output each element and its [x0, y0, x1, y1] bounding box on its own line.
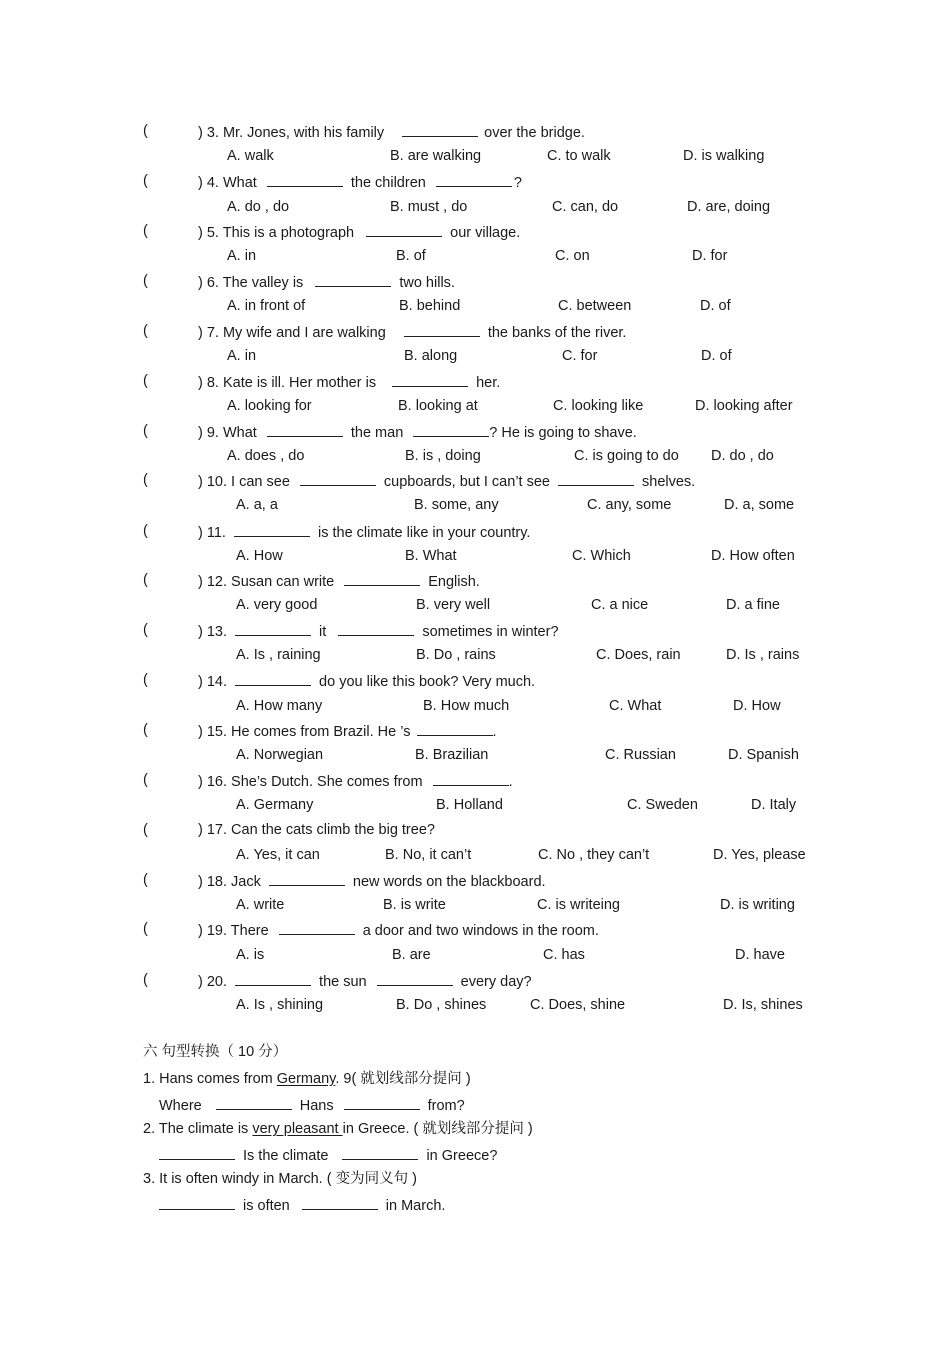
option-a[interactable]: A. walk: [227, 148, 274, 164]
option-b[interactable]: B. some, any: [414, 497, 499, 513]
option-c[interactable]: C. Does, rain: [596, 647, 681, 663]
option-a[interactable]: A. How many: [236, 698, 323, 714]
option-d[interactable]: D. a fine: [726, 597, 780, 613]
option-c[interactable]: C. any, some: [587, 497, 672, 513]
option-a[interactable]: A. write: [236, 897, 285, 913]
option-c[interactable]: C. has: [543, 947, 585, 963]
answer-blank[interactable]: [302, 1195, 378, 1210]
option-d[interactable]: D. Yes, please: [713, 847, 806, 863]
question-11: ) 11. is the climate like in your country.: [198, 522, 530, 542]
paren: (: [143, 822, 148, 838]
question-7: ) 7. My wife and I are walking the banks of the river.: [198, 322, 626, 342]
option-d[interactable]: D. How often: [711, 548, 795, 564]
option-c[interactable]: C. Does, shine: [530, 997, 626, 1013]
answer-blank[interactable]: [235, 971, 311, 986]
paren: (: [143, 373, 148, 389]
question-4: ) 4. What the children ?: [198, 172, 522, 192]
option-c[interactable]: C. Which: [572, 548, 631, 564]
option-d[interactable]: D. Is, shines: [723, 997, 803, 1013]
option-b[interactable]: B. behind: [399, 298, 461, 314]
option-a[interactable]: A. How: [236, 548, 283, 564]
option-b[interactable]: B. along: [404, 348, 458, 364]
option-d[interactable]: D. Spanish: [728, 747, 799, 763]
answer-blank[interactable]: [300, 471, 376, 486]
answer-blank[interactable]: [235, 621, 311, 636]
answer-blank[interactable]: [342, 1145, 418, 1160]
question-19: ) 19. There a door and two windows in the room.: [198, 920, 599, 940]
answer-blank[interactable]: [344, 571, 420, 586]
transform-answer-3: is often in March.: [159, 1195, 445, 1215]
answer-blank[interactable]: [366, 222, 442, 237]
question-18: ) 18. Jack new words on the blackboard.: [198, 871, 546, 891]
answer-blank[interactable]: [279, 920, 355, 935]
answer-blank[interactable]: [377, 971, 453, 986]
answer-blank[interactable]: [235, 671, 311, 686]
option-c[interactable]: C. No , they can’t: [538, 847, 650, 863]
option-c[interactable]: C. looking like: [553, 398, 644, 414]
answer-blank[interactable]: [267, 172, 343, 187]
option-c[interactable]: C. Russian: [605, 747, 676, 763]
paren: (: [143, 972, 148, 988]
answer-blank[interactable]: [404, 322, 480, 337]
option-b[interactable]: B. are: [392, 947, 431, 963]
option-c[interactable]: C. a nice: [591, 597, 649, 613]
option-d[interactable]: D. looking after: [695, 398, 793, 414]
option-d[interactable]: D. a, some: [724, 497, 795, 513]
option-d[interactable]: D. for: [692, 248, 728, 264]
paren: (: [143, 572, 148, 588]
option-a[interactable]: A. Norwegian: [236, 747, 324, 763]
transform-item-3: 3. It is often windy in March. ( 变为同义句 ): [143, 1171, 417, 1187]
option-d[interactable]: D. How: [733, 698, 781, 714]
option-d[interactable]: D. Italy: [751, 797, 797, 813]
option-b[interactable]: B. What: [405, 548, 457, 564]
transform-answer-2: Is the climate in Greece?: [159, 1145, 497, 1165]
option-b[interactable]: B. Brazilian: [415, 747, 489, 763]
option-c[interactable]: C. on: [555, 248, 590, 264]
option-a[interactable]: A. a, a: [236, 497, 278, 513]
option-c[interactable]: C. is going to do: [574, 448, 679, 464]
transform-item-1: 1. Hans comes from Germany. 9( 就划线部分提问 ): [143, 1071, 471, 1087]
question-13: ) 13. it sometimes in winter?: [198, 621, 559, 641]
option-a[interactable]: A. very good: [236, 597, 318, 613]
section-title: 六 句型转换（ 10 分）: [143, 1044, 288, 1060]
answer-blank[interactable]: [338, 621, 414, 636]
option-a[interactable]: A. Is , shining: [236, 997, 324, 1013]
option-c[interactable]: C. Sweden: [627, 797, 698, 813]
option-c[interactable]: C. for: [562, 348, 598, 364]
option-a[interactable]: A. does , do: [227, 448, 305, 464]
paren: (: [143, 523, 148, 539]
question-6: ) 6. The valley is two hills.: [198, 272, 455, 292]
paren: (: [143, 323, 148, 339]
question-3: ) 3. Mr. Jones, with his family over the bridge.: [198, 122, 585, 142]
option-a[interactable]: A. in: [227, 248, 257, 264]
option-b[interactable]: B. Holland: [436, 797, 503, 813]
option-c[interactable]: C. between: [558, 298, 632, 314]
answer-blank[interactable]: [433, 771, 509, 786]
answer-blank[interactable]: [392, 372, 468, 387]
option-d[interactable]: D. of: [701, 348, 732, 364]
paren: (: [143, 223, 148, 239]
option-a[interactable]: A. in: [227, 348, 257, 364]
option-d[interactable]: D. have: [735, 947, 785, 963]
question-10: ) 10. I can see cupboards, but I can’t see shelves.: [198, 471, 695, 491]
option-a[interactable]: A. looking for: [227, 398, 312, 414]
option-c[interactable]: C. What: [609, 698, 662, 714]
paren: (: [143, 273, 148, 289]
option-a[interactable]: A. is: [236, 947, 265, 963]
option-b[interactable]: B. are walking: [390, 148, 482, 164]
option-d[interactable]: D. is walking: [683, 148, 765, 164]
option-b[interactable]: B. How much: [423, 698, 510, 714]
option-b[interactable]: B. is , doing: [405, 448, 481, 464]
paren: (: [143, 921, 148, 937]
paren: (: [143, 622, 148, 638]
option-d[interactable]: D. are, doing: [687, 199, 771, 215]
option-c[interactable]: C. is writeing: [537, 897, 620, 913]
option-c[interactable]: C. can, do: [552, 199, 619, 215]
answer-blank[interactable]: [159, 1195, 235, 1210]
answer-blank[interactable]: [234, 522, 310, 537]
paren: (: [143, 772, 148, 788]
paren: (: [143, 722, 148, 738]
option-b[interactable]: B. Do , shines: [396, 997, 487, 1013]
option-a[interactable]: A. Germany: [236, 797, 314, 813]
paren: (: [143, 872, 148, 888]
answer-blank[interactable]: [269, 871, 345, 886]
option-d[interactable]: D. of: [700, 298, 731, 314]
answer-blank[interactable]: [315, 272, 391, 287]
option-d[interactable]: D. is writing: [720, 897, 795, 913]
option-c[interactable]: C. to walk: [547, 148, 611, 164]
option-b[interactable]: B. very well: [416, 597, 491, 613]
option-a[interactable]: A. Is , raining: [236, 647, 321, 663]
question-17: ) 17. Can the cats climb the big tree?: [198, 822, 435, 838]
question-9: ) 9. What the man ? He is going to shave.: [198, 422, 637, 442]
question-16: ) 16. She’s Dutch. She comes from .: [198, 771, 513, 791]
answer-blank[interactable]: [216, 1095, 292, 1110]
paren: (: [143, 173, 148, 189]
paren: (: [143, 472, 148, 488]
option-b[interactable]: B. is write: [383, 897, 446, 913]
question-12: ) 12. Susan can write English.: [198, 571, 480, 591]
option-a[interactable]: A. do , do: [227, 199, 290, 215]
question-15: ) 15. He comes from Brazil. He ’s .: [198, 721, 497, 741]
paren: (: [143, 672, 148, 688]
transform-answer-1: Where Hans from?: [159, 1095, 465, 1115]
option-b[interactable]: B. looking at: [398, 398, 478, 414]
answer-blank[interactable]: [267, 422, 343, 437]
answer-blank[interactable]: [344, 1095, 420, 1110]
answer-blank[interactable]: [417, 721, 493, 736]
question-5: ) 5. This is a photograph our village.: [198, 222, 520, 242]
transform-item-2: 2. The climate is very pleasant in Greece. ( 就划线部分提问 ): [143, 1121, 533, 1137]
option-a[interactable]: A. Yes, it can: [236, 847, 320, 863]
option-a[interactable]: A. in front of: [227, 298, 306, 314]
paren: (: [143, 123, 148, 139]
question-8: ) 8. Kate is ill. Her mother is her.: [198, 372, 500, 392]
option-b[interactable]: B. Do , rains: [416, 647, 496, 663]
option-b[interactable]: B. of: [396, 248, 426, 264]
option-b[interactable]: B. No, it can’t: [385, 847, 472, 863]
answer-blank[interactable]: [436, 172, 512, 187]
answer-blank[interactable]: [402, 122, 478, 137]
question-20: ) 20. the sun every day?: [198, 971, 532, 991]
paren: (: [143, 423, 148, 439]
option-b[interactable]: B. must , do: [390, 199, 468, 215]
answer-blank[interactable]: [413, 422, 489, 437]
answer-blank[interactable]: [159, 1145, 235, 1160]
answer-blank[interactable]: [558, 471, 634, 486]
question-14: ) 14. do you like this book? Very much.: [198, 671, 535, 691]
option-d[interactable]: D. Is , rains: [726, 647, 800, 663]
option-d[interactable]: D. do , do: [711, 448, 774, 464]
